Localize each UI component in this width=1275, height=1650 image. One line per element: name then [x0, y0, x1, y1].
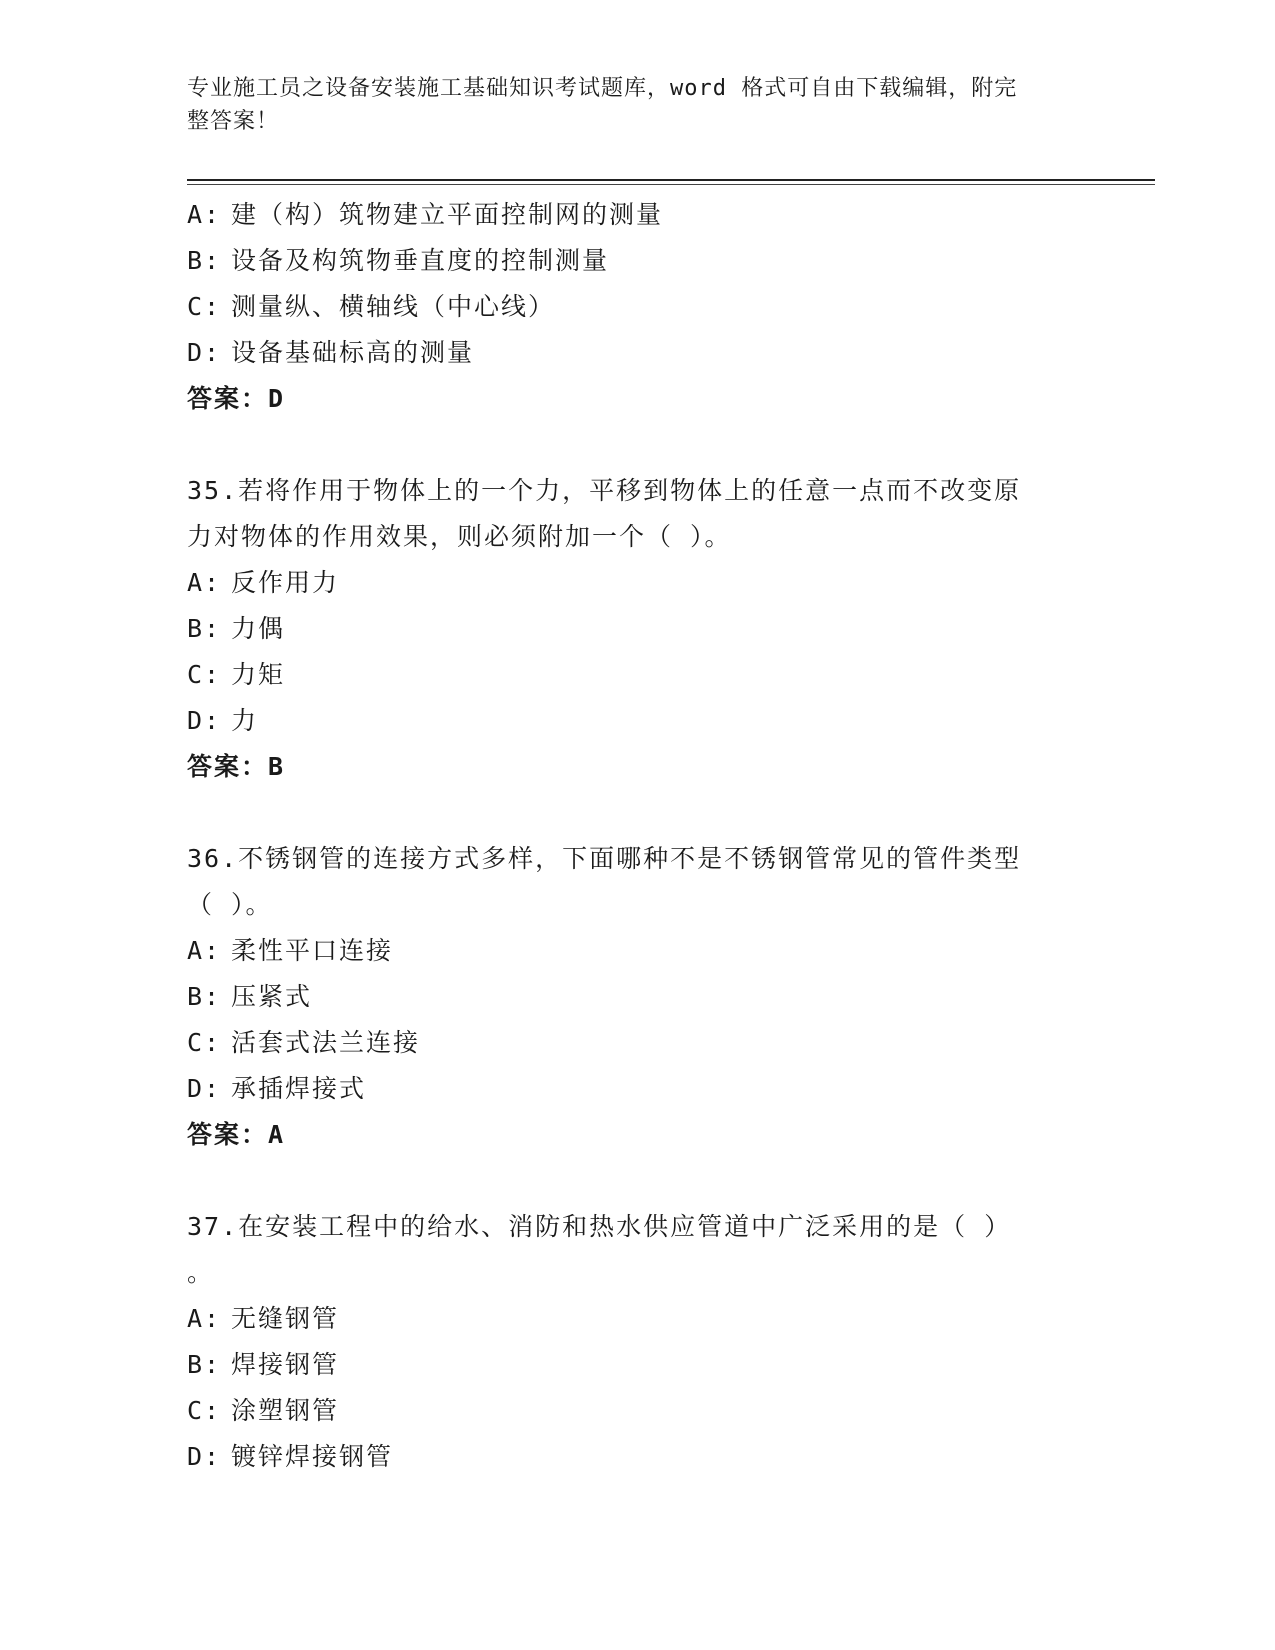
- header-divider-thick: [187, 179, 1155, 181]
- option-d: D: 设备基础标高的测量: [187, 338, 475, 367]
- question-37: [187, 1204, 1087, 1480]
- option-b: B: 力偶: [187, 614, 286, 643]
- question-34: [187, 192, 1087, 422]
- answer: 答案：D: [187, 384, 286, 413]
- option-b: B: 焊接钢管: [187, 1350, 340, 1379]
- question-35: [187, 468, 1087, 790]
- option-a: A: 无缝钢管: [187, 1304, 340, 1333]
- option-c: C: 活套式法兰连接: [187, 1028, 421, 1057]
- option-d: D: 镀锌焊接钢管: [187, 1442, 394, 1471]
- question-stem-line-1: 37.在安装工程中的给水、消防和热水供应管道中广泛采用的是（ ）: [187, 1212, 1012, 1241]
- option-a: A: 建（构）筑物建立平面控制网的测量: [187, 200, 664, 229]
- answer: 答案：A: [187, 1120, 286, 1149]
- question-list: [187, 192, 1087, 1480]
- header-line-2: 整答案！: [187, 109, 280, 134]
- option-d: D: 力: [187, 706, 259, 735]
- question-stem-line-2: 力对物体的作用效果，则必须附加一个（ ）。: [187, 522, 732, 551]
- question-36: [187, 836, 1087, 1158]
- header-line-1: 专业施工员之设备安装施工基础知识考试题库，word 格式可自由下载编辑，附完: [187, 76, 1018, 101]
- question-stem-line-1: 36.不锈钢管的连接方式多样，下面哪种不是不锈钢管常见的管件类型: [187, 844, 1022, 873]
- question-stem-line-2: （ ）。: [187, 890, 273, 919]
- header-divider-thin: [187, 184, 1155, 185]
- document-header: [187, 72, 1067, 138]
- option-c: C: 涂塑钢管: [187, 1396, 340, 1425]
- option-b: B: 压紧式: [187, 982, 313, 1011]
- option-a: A: 柔性平口连接: [187, 936, 394, 965]
- option-b: B: 设备及构筑物垂直度的控制测量: [187, 246, 610, 275]
- option-c: C: 力矩: [187, 660, 286, 689]
- option-a: A: 反作用力: [187, 568, 340, 597]
- option-c: C: 测量纵、横轴线（中心线）: [187, 292, 556, 321]
- answer: 答案：B: [187, 752, 286, 781]
- question-stem-line-1: 35.若将作用于物体上的一个力，平移到物体上的任意一点而不改变原: [187, 476, 1022, 505]
- question-stem-line-2: 。: [187, 1258, 215, 1287]
- option-d: D: 承插焊接式: [187, 1074, 367, 1103]
